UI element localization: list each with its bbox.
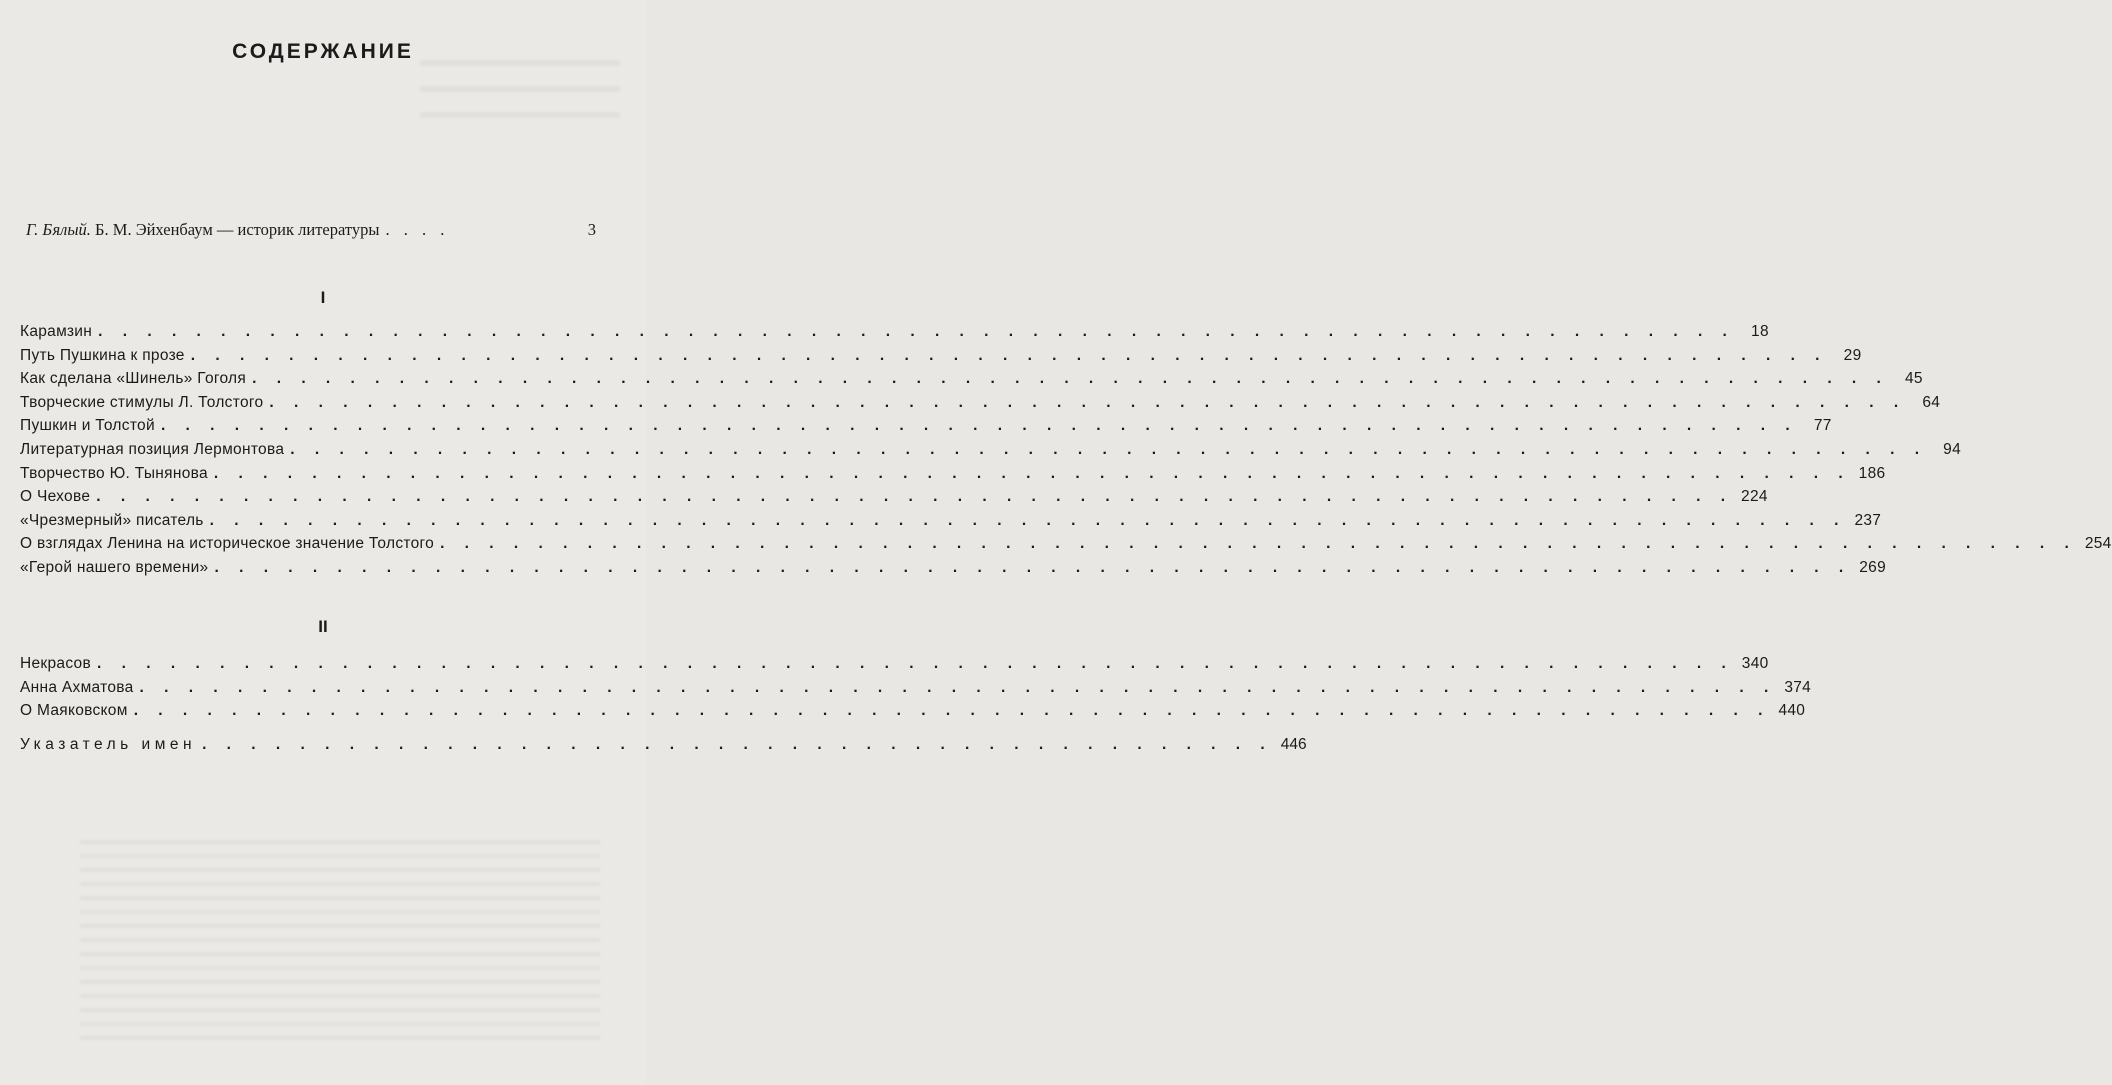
leader-dots xyxy=(214,556,1851,580)
leader-dots: . . . . xyxy=(385,220,450,239)
toc-item-page: 224 xyxy=(1741,488,1768,506)
section-heading: II xyxy=(318,617,328,636)
toc-item xyxy=(20,462,1886,486)
toc-item-page: 269 xyxy=(1859,558,1886,576)
toc-item-page: 64 xyxy=(1922,393,1941,411)
leader-dots xyxy=(252,367,1889,391)
toc-item xyxy=(20,699,1806,723)
leader-dots xyxy=(210,509,1847,533)
toc-item-title: Анна Ахматова xyxy=(20,678,134,696)
leader-dots xyxy=(440,532,2077,556)
toc-item-title: Некрасов xyxy=(20,655,92,672)
toc-item-title: Творческие стимулы Л. Толстого xyxy=(20,393,264,411)
index-page: 446 xyxy=(1280,736,1307,753)
toc-item xyxy=(20,676,1812,700)
section-heading: I xyxy=(320,288,326,307)
leader-dots xyxy=(97,652,1734,676)
toc-item-page: 254 xyxy=(2084,535,2112,553)
toc-item-title: О взглядах Ленина на историческое значение Толстого xyxy=(20,535,435,553)
toc-item xyxy=(20,652,1769,676)
leader-dots xyxy=(161,414,1798,438)
intro-page: 3 xyxy=(587,220,596,239)
toc-item xyxy=(20,320,1769,344)
leader-dots xyxy=(269,391,1906,415)
toc-item-title: Карамзин xyxy=(20,323,93,340)
toc-item xyxy=(20,438,1962,462)
toc-item-title: Творчество Ю. Тынянова xyxy=(20,464,208,482)
leader-dots xyxy=(98,320,1735,344)
toc-item xyxy=(20,556,1886,580)
toc-item xyxy=(20,344,1862,368)
toc-item-page: 374 xyxy=(1784,678,1812,696)
toc-item-page: 29 xyxy=(1843,346,1862,364)
toc-item-title: «Герой нашего времени» xyxy=(20,558,209,576)
toc-item-page: 440 xyxy=(1778,702,1806,720)
toc-item xyxy=(20,509,1882,533)
leader-dots xyxy=(134,699,1771,723)
leader-dots xyxy=(214,462,1851,486)
leader-dots xyxy=(96,485,1733,509)
index-entry xyxy=(20,736,1307,754)
page-title: СОДЕРЖАНИЕ xyxy=(232,40,414,63)
toc-item xyxy=(20,367,1923,391)
intro-title: Б. М. Эйхенбаум — историк литературы xyxy=(95,220,380,239)
bleed-through-texture xyxy=(80,830,600,1040)
toc-item-page: 237 xyxy=(1854,511,1882,529)
toc-item-page: 45 xyxy=(1905,370,1923,388)
leader-dots xyxy=(191,344,1828,368)
toc-item-page: 77 xyxy=(1813,417,1832,435)
toc-item-title: Литературная позиция Лермонтова xyxy=(20,440,285,458)
toc-item-title: «Чрезмерный» писатель xyxy=(20,511,204,529)
toc-list xyxy=(20,652,1812,723)
toc-item-title: Пушкин и Толстой xyxy=(20,417,155,435)
toc-item-title: О Маяковском xyxy=(20,702,128,720)
toc-item xyxy=(20,391,1941,415)
toc-item xyxy=(20,485,1768,509)
toc-list xyxy=(20,320,2112,580)
leader-dots xyxy=(202,736,1273,754)
toc-item-page: 94 xyxy=(1943,440,1962,458)
toc-item xyxy=(20,414,1832,438)
index-title: Указатель имен xyxy=(20,736,197,753)
toc-item-title: О Чехове xyxy=(20,488,91,506)
leader-dots xyxy=(140,676,1777,700)
toc-item-page: 340 xyxy=(1741,655,1769,672)
toc-item-page: 186 xyxy=(1858,464,1886,482)
toc-item xyxy=(20,532,2112,556)
toc-item-page: 18 xyxy=(1751,323,1769,340)
intro-entry xyxy=(26,220,596,240)
toc-item-title: Путь Пушкина к прозе xyxy=(20,346,185,364)
toc-item-title: Как сделана «Шинель» Гоголя xyxy=(20,370,247,388)
intro-author: Г. Бялый. xyxy=(26,220,91,239)
leader-dots xyxy=(290,438,1927,462)
